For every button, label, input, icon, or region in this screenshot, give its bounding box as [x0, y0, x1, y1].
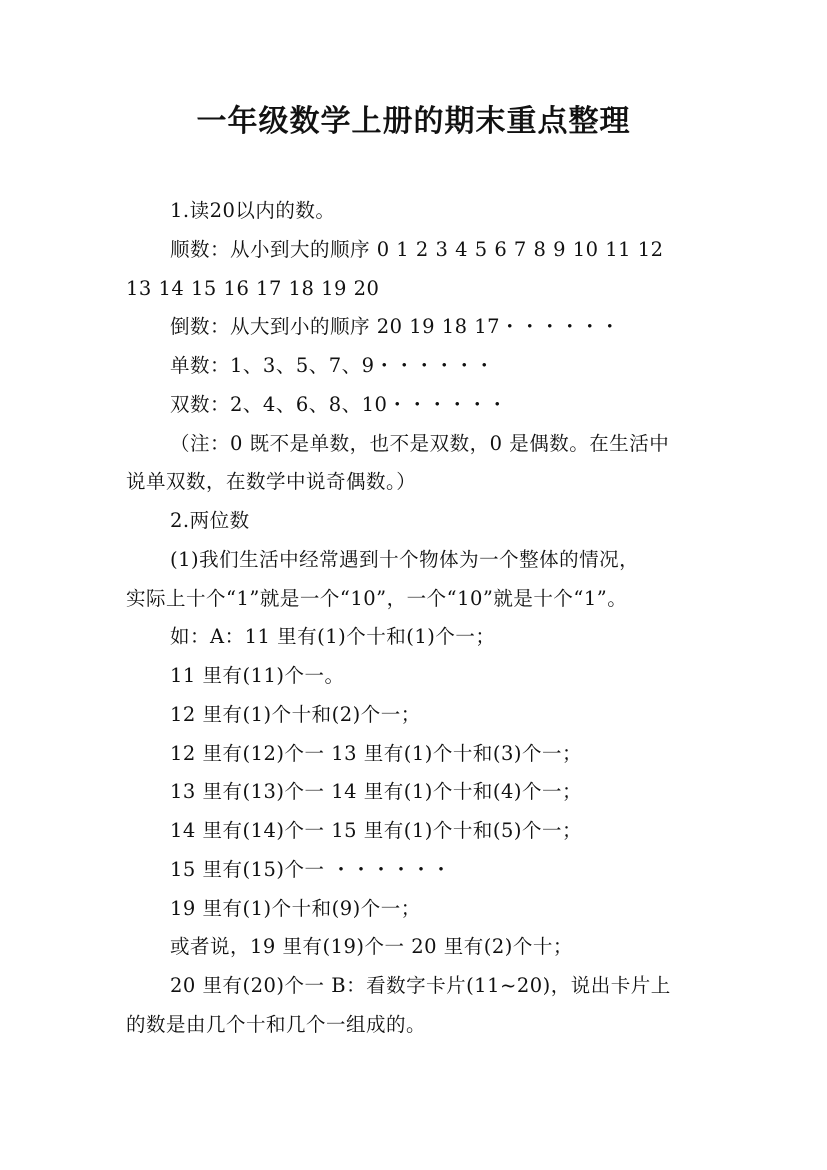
paragraph-line: 顺数：从小到大的顺序 0 1 2 3 4 5 6 7 8 9 10 11 12: [170, 238, 664, 261]
paragraph-line: 15 里有(15)个一 ・・・・・・: [170, 858, 452, 881]
paragraph-line: 倒数：从大到小的顺序 20 19 18 17・・・・・・: [170, 315, 621, 338]
paragraph-line: 12 里有(12)个一 13 里有(1)个十和(3)个一；: [170, 742, 582, 765]
section-heading-1: 1.读20以内的数。: [170, 199, 336, 222]
paragraph-line: 19 里有(1)个十和(9)个一；: [170, 897, 421, 920]
paragraph-line: (1)我们生活中经常遇到十个物体为一个整体的情况，: [170, 548, 640, 571]
paragraph-line: 20 里有(20)个一 B：看数字卡片(11~20)，说出卡片上: [170, 974, 671, 997]
section-heading-2: 2.两位数: [170, 509, 250, 532]
paragraph-line: 或者说，19 里有(19)个一 20 里有(2)个十；: [170, 935, 573, 958]
paragraph-line: 如：A：11 里有(1)个十和(1)个一；: [170, 625, 496, 648]
paragraph-line: 的数是由几个十和几个一组成的。: [126, 1013, 427, 1036]
paragraph-line: 12 里有(1)个十和(2)个一；: [170, 703, 421, 726]
document-title: 一年级数学上册的期末重点整理: [196, 104, 631, 139]
paragraph-line: （注：0 既不是单数，也不是双数，0 是偶数。在生活中: [170, 432, 670, 455]
paragraph-line: 13 14 15 16 17 18 19 20: [126, 277, 380, 300]
paragraph-line: 13 里有(13)个一 14 里有(1)个十和(4)个一；: [170, 780, 582, 803]
paragraph-line: 11 里有(11)个一。: [170, 664, 345, 687]
paragraph-line: 说单双数，在数学中说奇偶数。）: [126, 470, 417, 493]
paragraph-line: 实际上十个“1”就是一个“10”，一个“10”就是十个“1”。: [126, 587, 628, 610]
paragraph-line: 双数：2、4、6、8、10・・・・・・: [170, 393, 508, 416]
paragraph-line: 14 里有(14)个一 15 里有(1)个十和(5)个一；: [170, 819, 582, 842]
paragraph-line: 单数：1、3、5、7、9・・・・・・: [170, 354, 495, 377]
